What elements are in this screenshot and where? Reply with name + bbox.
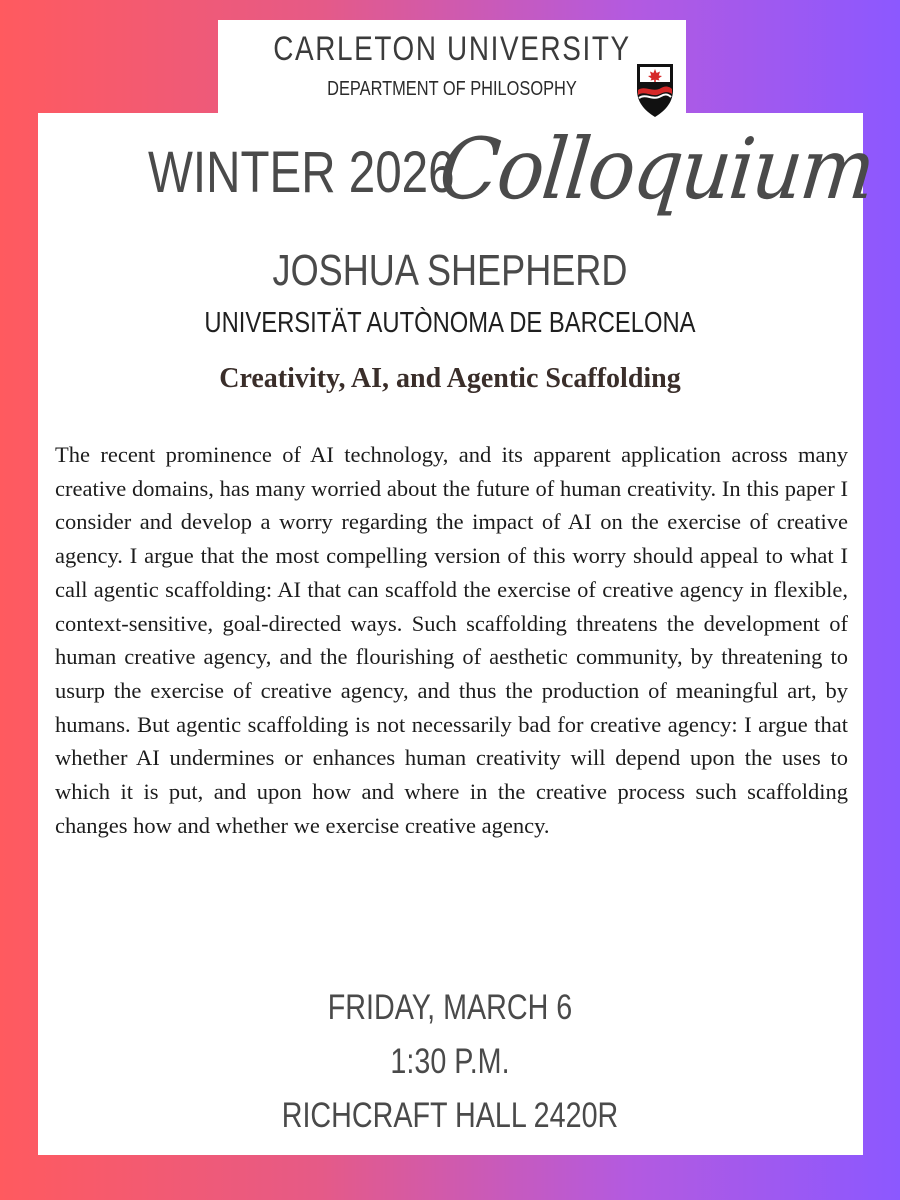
header-tab	[218, 20, 686, 120]
university-name: CARLETON UNIVERSITY	[273, 30, 631, 68]
event-time: 1:30 P.M.	[390, 1042, 510, 1081]
series-heading	[0, 121, 900, 240]
series-name: Colloquium	[434, 121, 878, 219]
event-date: FRIDAY, MARCH 6	[327, 988, 573, 1027]
series-term: WINTER 2026	[148, 140, 455, 205]
event-venue: RICHCRAFT HALL 2420R	[281, 1096, 619, 1135]
carleton-crest-icon	[633, 60, 677, 120]
talk-abstract: The recent prominence of AI technology, and its apparent application across many creative domains, has many worried about the future of human creativity. In this paper I consider and develop a worry regarding the impact of AI on the exercise of creative agency. I argue that the most compelling version of this worry should appeal to what I call agentic scaffolding: AI that can scaffold the exercise of creative agency in flexible, context-sensitive, goal-directed ways. Such scaffolding threatens the development of human creative agency, and the flourishing of aesthetic community, by threatening to usurp the exercise of creative agency, and thus the production of meaningful art, by humans. But agentic scaffolding is not necessarily bad for creative agency: I argue that whether AI undermines or enhances human creativity will depend upon the uses to which it is put, and upon how and where in the creative process such scaffolding changes how and whether we exercise creative agency.	[55, 442, 848, 838]
speaker-affiliation: UNIVERSITÄT AUTÒNOMA DE BARCELONA	[204, 307, 696, 339]
speaker-name: JOSHUA SHEPHERD	[272, 246, 628, 295]
talk-title: Creativity, AI, and Agentic Scaffolding	[219, 363, 681, 394]
department-name: DEPARTMENT OF PHILOSOPHY	[327, 78, 577, 100]
